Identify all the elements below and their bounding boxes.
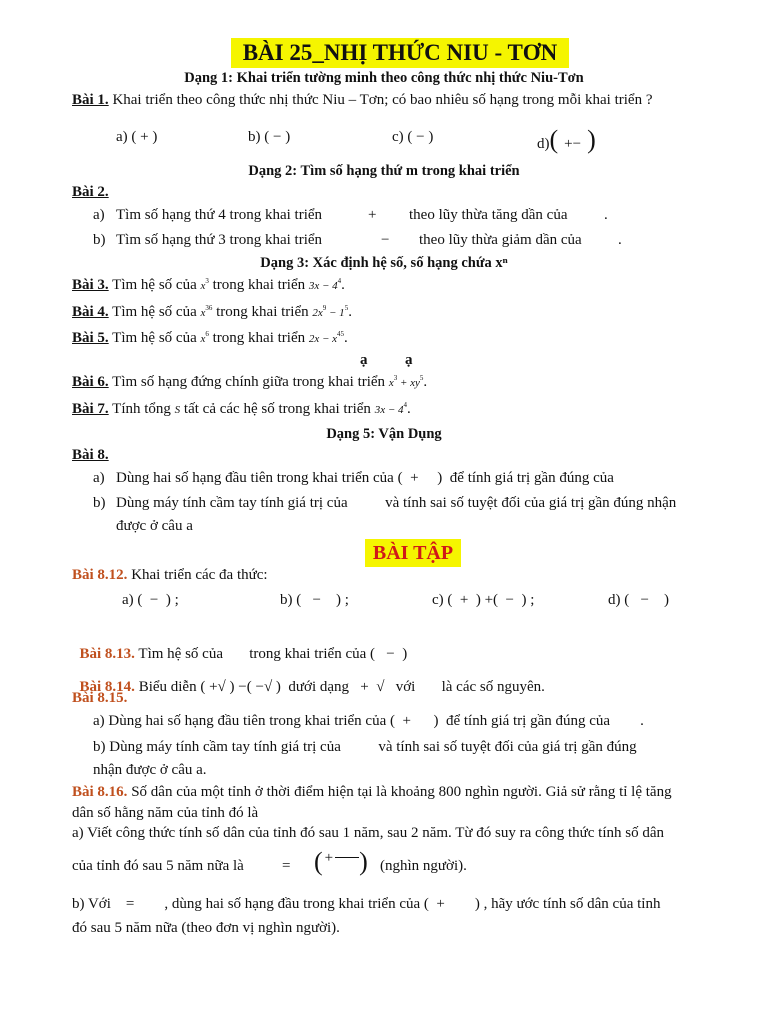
- b816-label: Bài 8.16.: [72, 784, 128, 800]
- bai1-c: [392, 129, 433, 146]
- b812-b: b) ( − ) ;: [280, 592, 349, 608]
- bai1-d: [537, 125, 596, 155]
- b815-a: a) Dùng hai số hạng đầu tiên trong khai triển của ( + ) để tính giá trị gần đúng của .: [93, 713, 644, 729]
- b812-c: c) ( + ) +( − ) ;: [432, 592, 535, 608]
- bai6-expr2: + xy: [397, 377, 420, 389]
- bai3-expr: 3x − 4: [308, 280, 338, 292]
- bai8-a-text: Dùng hai số hạng đầu tiên trong khai triển của ( + ) để tính giá trị gần đúng của: [116, 470, 614, 486]
- b816-a2-tail: (nghìn người).: [380, 858, 467, 874]
- b813: [72, 629, 407, 663]
- bai4-e1: 9: [322, 304, 327, 312]
- b816-line1: [72, 784, 672, 801]
- b813-text: Tìm hệ số của trong khai triển của ( − ): [138, 646, 408, 662]
- bai4-t1: Tìm hệ số của: [112, 304, 197, 320]
- b816-frac-plus: +: [324, 850, 334, 866]
- dang2-heading: Dạng 2: Tìm số hạng thứ m trong khai triển: [248, 163, 520, 179]
- b814-t2: dưới dạng + √ với là các số nguyên.: [288, 679, 545, 695]
- b816-a2-eq: =: [282, 858, 291, 874]
- bai7-s: S: [174, 404, 181, 416]
- bai3-label: Bài 3.: [72, 277, 109, 293]
- bai5-ee: 5: [340, 330, 345, 338]
- bai4-expr: 2x: [312, 307, 323, 319]
- bai4-x: x: [200, 307, 206, 319]
- bai5-t1: Tìm hệ số của: [112, 330, 197, 346]
- bai-tap-heading: BÀI TẬP: [372, 542, 454, 564]
- bai1: [72, 92, 653, 109]
- bai1-c-expr: ( − ): [407, 129, 434, 145]
- bai6-ee: 5: [419, 374, 424, 382]
- bai1-b-expr: ( − ): [264, 129, 291, 145]
- b816-a2: của tỉnh đó sau 5 năm nữa là: [72, 858, 244, 874]
- b815-b2: nhận được ở câu a.: [93, 762, 207, 778]
- bai6-label: Bài 6.: [72, 374, 109, 390]
- bai8-b-text2: được ở câu a: [116, 518, 193, 534]
- bai4-t2: trong khai triển: [216, 304, 309, 320]
- bai1-d-expr: +−: [564, 136, 582, 152]
- b816-t1: Số dân của một tỉnh ở thời điểm hiện tại là khoảng 800 nghìn người. Giả sử rằng tỉ lệ tăng: [131, 784, 672, 800]
- bai4-expr2: − 1: [326, 307, 345, 319]
- b816-rparen: ): [359, 847, 368, 876]
- bai5-xe: 6: [205, 330, 209, 338]
- bai8-label: Bài 8.: [72, 447, 109, 463]
- bai5-end: .: [344, 330, 348, 346]
- b814-expr: ( +√ ) −( −√ ): [200, 679, 281, 695]
- bai2-b-text: Tìm số hạng thứ 3 trong khai triển: [116, 232, 323, 248]
- bai1-a: [116, 129, 157, 146]
- bai8-a-label: a): [93, 470, 105, 486]
- bai4-label: Bài 4.: [72, 304, 109, 320]
- bai7-t1: Tính tổng: [112, 401, 171, 417]
- page-title: BÀI 25_NHỊ THỨC NIU - TƠN: [242, 40, 558, 65]
- bai5-t2: trong khai triển: [212, 330, 306, 346]
- bai8-b-text: Dùng máy tính cầm tay tính giá trị của và tính sai số tuyệt đối của giá trị gần đúng nhận: [116, 495, 677, 511]
- bai5-expr: 2x − x: [308, 333, 338, 345]
- bai2-b-op: −: [381, 232, 390, 248]
- b816-a2-paren: [314, 847, 368, 877]
- dang5-heading: Dạng 5: Vận Dụng: [326, 426, 442, 442]
- dang3-heading: Dạng 3: Xác định hệ số, số hạng chứa xⁿ: [260, 255, 508, 271]
- b814: [72, 662, 545, 696]
- bai8-b-label: b): [93, 495, 106, 511]
- bai6-e1: 3: [393, 374, 398, 382]
- b815-b: b) Dùng máy tính cầm tay tính giá trị của và tính sai số tuyệt đối của giá trị gần đúng: [93, 739, 637, 755]
- bai6-expr: x: [388, 377, 394, 389]
- bai6-t1: Tìm số hạng đứng chính giữa trong khai triển: [112, 374, 386, 390]
- b816-a1: a) Viết công thức tính số dân của tỉnh đó sau 1 năm, sau 2 năm. Từ đó suy ra công thức tính số dân: [72, 825, 664, 841]
- bai3-end: .: [341, 277, 345, 293]
- bai3-t2: trong khai triển: [212, 277, 306, 293]
- bai5: [72, 330, 348, 347]
- bai7-ee: 4: [403, 401, 407, 409]
- b816-b2: đó sau 5 năm nữa (theo đơn vị nghìn người).: [72, 920, 340, 936]
- bai3-xe: 3: [205, 277, 209, 285]
- b812-text: Khai triển các đa thức:: [131, 567, 268, 583]
- bai2-a-label: a): [93, 207, 105, 223]
- bai1-d-lparen: (: [549, 125, 559, 154]
- bai1-b: [248, 129, 290, 146]
- bai4-ee: 5: [344, 304, 349, 312]
- bai6-end: .: [423, 374, 428, 390]
- b812: [72, 567, 268, 584]
- b812-d: d) ( − ): [608, 592, 669, 608]
- b815-label: Bài 8.15.: [72, 690, 128, 706]
- bai6: [72, 374, 427, 391]
- bai2-b-end: .: [618, 232, 622, 248]
- bai1-b-label: b): [248, 129, 261, 145]
- bai1-c-label: c): [392, 129, 404, 145]
- bai3: [72, 277, 345, 294]
- b814-text: Biểu diễn: [138, 679, 197, 695]
- b812-label: Bài 8.12.: [72, 567, 128, 583]
- dang4-fragment: ạ ạ: [360, 352, 413, 368]
- b813-label: Bài 8.13.: [79, 646, 135, 662]
- bai3-x: x: [200, 280, 206, 292]
- bai2-label: Bài 2.: [72, 184, 109, 200]
- bai2-b-tail: theo lũy thừa giảm dần của: [419, 232, 582, 248]
- bai1-a-expr: ( + ): [131, 129, 158, 145]
- b816-b1: b) Với = , dùng hai số hạng đầu trong khai triển của ( + ) , hãy ước tính số dân của tỉnh: [72, 896, 661, 912]
- bai7: [72, 401, 411, 418]
- bai2-a-tail: theo lũy thừa tăng dần của: [409, 207, 568, 223]
- bai1-text: Khai triển theo công thức nhị thức Niu – Tơn; có bao nhiêu số hạng trong mỗi khai triển ?: [112, 92, 653, 108]
- bai5-label: Bài 5.: [72, 330, 109, 346]
- bai4: [72, 304, 352, 321]
- bai1-label: Bài 1.: [72, 92, 109, 108]
- b812-a: a) ( − ) ;: [122, 592, 179, 608]
- bai1-d-label: d): [537, 136, 550, 152]
- bai3-ee: 4: [337, 277, 342, 285]
- bai1-d-rparen: ): [587, 125, 596, 154]
- b816-frac-bar: [335, 857, 359, 858]
- bai5-e1: 4: [337, 330, 341, 338]
- bai3-t1: Tìm hệ số của: [112, 277, 197, 293]
- b816-lparen: (: [314, 847, 323, 876]
- bai1-a-label: a): [116, 129, 128, 145]
- dang1-heading: Dạng 1: Khai triển tường minh theo công thức nhị thức Niu-Tơn: [184, 70, 584, 86]
- bai2-a-text: Tìm số hạng thứ 4 trong khai triển: [116, 207, 323, 223]
- bai7-expr: 3x − 4: [374, 404, 404, 416]
- bai5-x: x: [200, 333, 206, 345]
- bai2-b-label: b): [93, 232, 106, 248]
- b814-label: Bài 8.14.: [79, 679, 135, 695]
- bai7-t2: tất cả các hệ số trong khai triển: [183, 401, 371, 417]
- bai7-end: .: [407, 401, 411, 417]
- bai2-a-end: .: [604, 207, 608, 223]
- bai7-label: Bài 7.: [72, 401, 109, 417]
- b816-t2: dân số hằng năm của tỉnh đó là: [72, 805, 259, 821]
- bai2-a-op: +: [368, 207, 377, 223]
- bai4-xe: 36: [205, 304, 213, 312]
- bai4-end: .: [348, 304, 352, 320]
